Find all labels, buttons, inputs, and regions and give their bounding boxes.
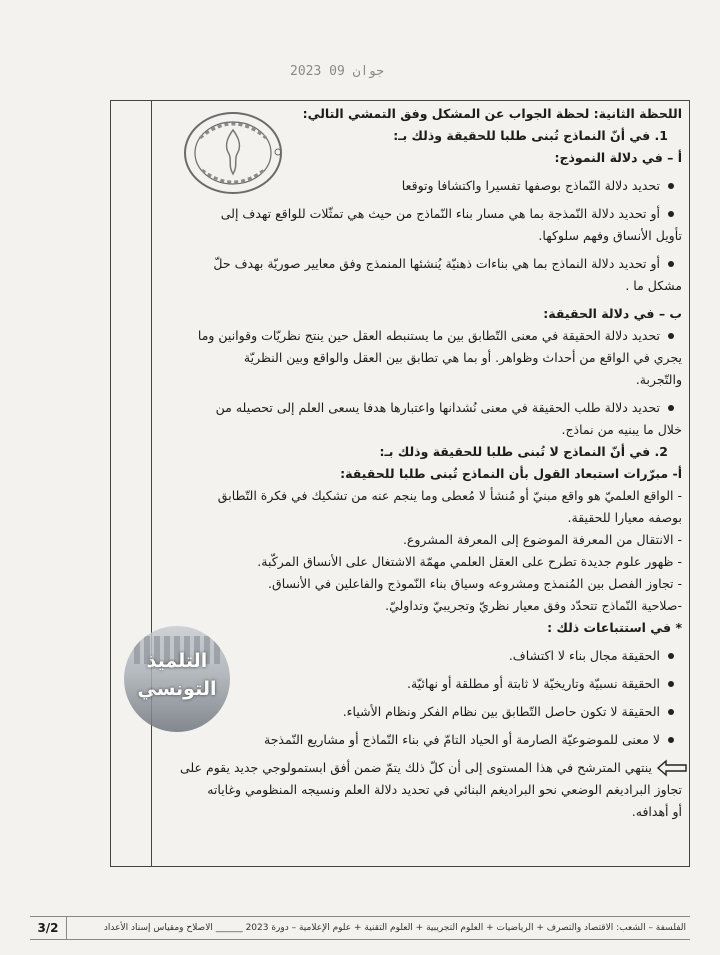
conclusion-text: ينتهي المترشح في هذا المستوى إلى أن كلّ ذلك يتمّ ضمن أفق ابستمولوجي جديد يقوم على (179, 760, 652, 775)
dash-continuation: بوصفه معيارا للحقيقة. (567, 510, 682, 525)
conclusion-continuation: أو أهدافه. (631, 804, 682, 819)
bullet-item: الحقيقة مجال بناء لا اكتشاف. (150, 645, 682, 667)
date-stamp: 2023 جوان 09 (290, 64, 384, 79)
bullet-item: الحقيقة نسبيّة وتاريخيّة لا ثابتة أو مطلقة أو نهائيّة. (150, 673, 682, 695)
bullet-item: لا معنى للموضوعيّة الصارمة أو الحياد التامّ في بناء النّماذج أو مشاريع النّمذجة (150, 729, 682, 751)
watermark-line-2: التونسي (137, 678, 217, 700)
conclusion-continuation: تجاوز البراديغم الوضعي نحو البراديغم البنائي في تحديد دلالة العلم ونسيجه المنظومي وغاياته (207, 782, 682, 797)
dash-item: - تجاوز الفصل بين المُنمذج ومشروعه وسياق بناء النّموذج والفاعلين في الأنساق. (268, 576, 682, 591)
bullet-continuation: والتّجربة. (635, 372, 682, 387)
watermark-logo (124, 626, 230, 732)
bullet-item: تحديد دلالة طلب الحقيقة في معنى نُشدانها واعتبارها هدفا يسعى العلم إلى تحصيله من (150, 397, 682, 419)
watermark-line-1: التلميذ (146, 650, 208, 672)
bullet-continuation: خلال ما يبنيه من نماذج. (561, 422, 682, 437)
dash-item: - الانتقال من المعرفة الموضوع إلى المعرفة المشروع. (402, 532, 682, 547)
answer-content (150, 103, 682, 823)
subsection-heading: أ- مبرّرات استبعاد القول بأن النماذج تُبنى طلبا للحقيقة: (340, 466, 682, 481)
page-footer (30, 916, 690, 940)
grade-column (111, 101, 152, 866)
bullet-item: أو تحديد دلالة النماذج بما هي بناءات ذهنيّة يُنشئها المنمذج وفق معايير صوريّة بهدف حلّ (150, 253, 682, 275)
conclusion-line (150, 757, 682, 779)
subsection-heading: * في استتباعات ذلك : (547, 620, 682, 635)
dash-item: -صلاحية النّماذج تتحدّد وفق معيار نظريّ وتجريبيّ وتداوليّ. (385, 598, 682, 613)
dash-item: - الواقع العلميّ هو واقع مبنيّ أو مُنشأ لا مُعطى وما ينجم عنه من تشكيك في فكرة التّطابق (217, 488, 682, 503)
bullet-item: تحديد دلالة النّماذج بوصفها تفسيرا واكتشافا وتوقعا (150, 175, 682, 197)
bullet-item: أو تحديد دلالة النّمذجة بما هي مسار بناء النّماذج من حيث هي تمثّلات للواقع تهدف إلى (150, 203, 682, 225)
arrow-left-icon (656, 759, 688, 777)
subsection-heading: أ – في دلالة النموذج: (554, 150, 682, 165)
subsection-heading: ب – في دلالة الحقيقة: (543, 306, 682, 321)
section-heading: اللحظة الثانية: لحظة الجواب عن المشكل وفق التمشي التالي: (302, 106, 682, 121)
page-number: 3/2 (30, 917, 67, 939)
bullet-item: الحقيقة لا تكون حاصل التّطابق بين نظام الفكر ونظام الأشياء. (150, 701, 682, 723)
bullet-item: تحديد دلالة الحقيقة في معنى التّطابق بين ما يستنبطه العقل حين ينتج نظريّات وقوانين وما (150, 325, 682, 347)
bullet-continuation: تأويل الأنساق وفهم سلوكها. (538, 228, 682, 243)
bullet-continuation: مشكل ما . (625, 278, 682, 293)
dash-item: - ظهور علوم جديدة تطرح على العقل العلمي مهمّة الاشتغال على الأنساق المركّبة. (257, 554, 682, 569)
footer-text: الفلسفة – الشعب: الاقتصاد والتصرف + الرياضيات + العلوم التجريبية + العلوم التقنية + علوم الإعلامية – دورة 2023 ______ الاصلاح ومقياس إسناد الأعداد (103, 923, 686, 933)
bullet-continuation: يجري في الواقع من أحداث وظواهر. أو بما هي تطابق بين العقل والواقع وبين النظريّة (243, 350, 682, 365)
subsection-heading: 2. في أنّ النماذج لا تُبنى طلبا للحقيقة وذلك بـ: (379, 444, 668, 459)
subsection-heading: 1. في أنّ النماذج تُبنى طلبا للحقيقة وذلك بـ: (393, 128, 668, 143)
